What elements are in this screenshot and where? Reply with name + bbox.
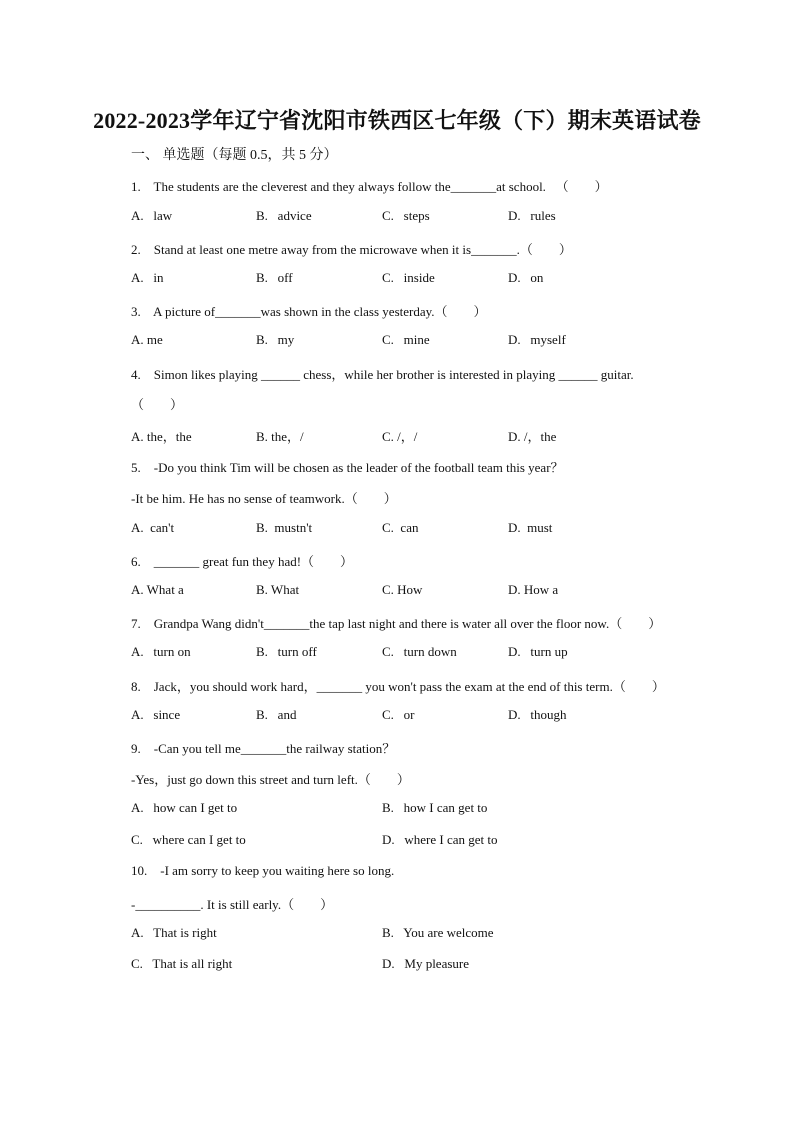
answer-option-d: D. though xyxy=(508,707,567,722)
answer-option-d: D. must xyxy=(508,520,553,535)
answer-option-a: A. me xyxy=(131,332,163,347)
answer-option-d: D. /，the xyxy=(508,429,557,444)
answer-option-b: B. and xyxy=(256,707,297,722)
answer-option-a: A. turn on xyxy=(131,644,191,659)
answer-option-c: C. steps xyxy=(382,208,430,223)
question-stem: 5. -Do you think Tim will be chosen as the leader of the football team this year？ xyxy=(131,460,564,475)
answer-option-c: C. That is all right xyxy=(131,956,233,971)
answer-option-d: D. on xyxy=(508,270,544,285)
question-stem: 7. Grandpa Wang didn't_______the tap last night and there is water all over the floor now.（ ） xyxy=(131,616,662,631)
question-continuation: -It be him. He has no sense of teamwork.（ ） xyxy=(131,491,397,506)
answer-option-a: A. since xyxy=(131,707,181,722)
answer-option-a: A. the，the xyxy=(131,429,192,444)
question-stem: 3. A picture of_______was shown in the class yesterday.（ ） xyxy=(131,304,487,319)
answer-option-a: A. law xyxy=(131,208,173,223)
answer-option-b: B. how I can get to xyxy=(382,800,488,815)
answer-option-d: D. How a xyxy=(508,582,559,597)
question-stem: 9. -Can you tell me_______the railway station？ xyxy=(131,741,396,756)
question-stem: 8. Jack，you should work hard，_______ you won't pass the exam at the end of this term.（ ） xyxy=(131,679,665,694)
answer-option-b: B. You are welcome xyxy=(382,925,494,940)
answer-option-a: A. What a xyxy=(131,582,184,597)
answer-option-d: D. myself xyxy=(508,332,566,347)
answer-option-c: C. where can I get to xyxy=(131,832,246,847)
answer-option-c: C. /，/ xyxy=(382,429,418,444)
answer-option-a: A. can't xyxy=(131,520,175,535)
question-stem: 1. The students are the cleverest and they always follow the_______at school. （ ） xyxy=(131,179,608,194)
question-stem: 6. _______ great fun they had!（ ） xyxy=(131,554,354,569)
answer-option-c: C. inside xyxy=(382,270,435,285)
section-heading: 一、 单选题（每题 0.5，共 5 分） xyxy=(131,148,338,163)
exam-title: 2022-2023学年辽宁省沈阳市铁西区七年级（下）期末英语试卷 xyxy=(93,108,701,133)
answer-option-b: B. mustn't xyxy=(256,520,313,535)
answer-option-c: C. turn down xyxy=(382,644,457,659)
answer-option-a: A. in xyxy=(131,270,164,285)
answer-option-a: A. That is right xyxy=(131,925,217,940)
answer-option-b: B. advice xyxy=(256,208,312,223)
question-continuation: -__________. It is still early.（ ） xyxy=(131,897,334,912)
question-stem: 2. Stand at least one metre away from the microwave when it is_______.（ ） xyxy=(131,242,572,257)
answer-option-d: D. where I can get to xyxy=(382,832,498,847)
question-continuation: -Yes，just go down this street and turn left.（ ） xyxy=(131,772,410,787)
answer-option-b: B. my xyxy=(256,332,295,347)
question-stem: 4. Simon likes playing ______ chess，while her brother is interested in playing ______ guitar. xyxy=(131,367,634,382)
answer-option-d: D. turn up xyxy=(508,644,568,659)
answer-option-b: B. What xyxy=(256,582,300,597)
answer-option-c: C. can xyxy=(382,520,419,535)
answer-option-a: A. how can I get to xyxy=(131,800,238,815)
answer-option-c: C. How xyxy=(382,582,423,597)
answer-option-d: D. My pleasure xyxy=(382,956,470,971)
answer-option-c: C. mine xyxy=(382,332,430,347)
question-continuation: （ ） xyxy=(131,397,184,412)
answer-option-c: C. or xyxy=(382,707,415,722)
answer-option-d: D. rules xyxy=(508,208,556,223)
question-stem: 10. -I am sorry to keep you waiting here so long. xyxy=(131,863,395,878)
answer-option-b: B. the，/ xyxy=(256,429,304,444)
answer-option-b: B. off xyxy=(256,270,293,285)
answer-option-b: B. turn off xyxy=(256,644,317,659)
